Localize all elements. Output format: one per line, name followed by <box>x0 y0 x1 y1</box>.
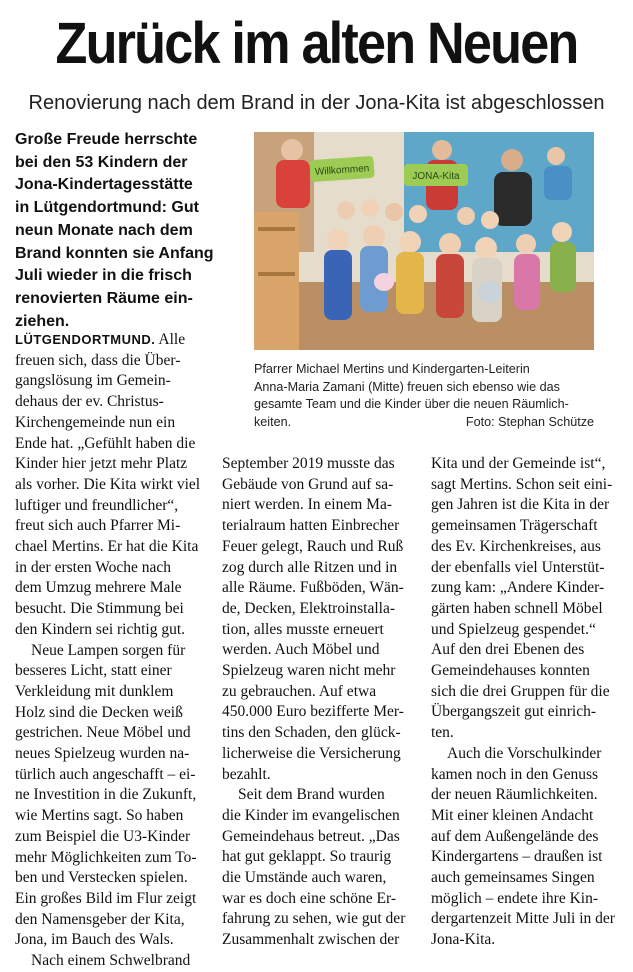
column-line: der neuen Räumlichkeiten. <box>431 786 598 804</box>
column-line: zung kam: „Andere Kinder- <box>431 579 605 597</box>
column-line: dem Umzug mehrere Male <box>15 579 182 597</box>
column-line: gärten haben schnell Möbel <box>431 599 603 617</box>
lead-line: ziehen. <box>15 312 70 330</box>
column-line: zum Beispiel die U3-Kinder <box>15 827 191 845</box>
column-line: Feuer gelegt, Rauch und Ruß <box>222 537 404 555</box>
column-line: Gemeindehaus betreut. „Das <box>222 827 400 845</box>
column-line: tion, alles musste erneuert <box>222 620 384 638</box>
column-line: neues Spielzeug wurden na- <box>15 745 190 763</box>
column-line: alle Räume. Fußböden, Wän- <box>222 579 404 597</box>
column-line: dergartenzeit Mitte Juli in der <box>431 910 615 928</box>
column-line: Auch die Vorschulkinder <box>447 744 602 762</box>
column-line: Jona, im Bauch des Wals. <box>15 931 174 949</box>
article-column-1 <box>15 330 215 972</box>
column-line: besseres Licht, statt einer <box>15 662 172 680</box>
lead-paragraph <box>15 129 247 333</box>
column-line: Gemeindehauses konnten <box>431 662 590 680</box>
headline: Zurück im alten Neuen <box>55 10 578 76</box>
column-line: dehaus der ev. Christus- <box>15 393 164 411</box>
column-line: sagt Mertins. Schon seit eini- <box>431 475 613 493</box>
photo-credit: Foto: Stephan Schütze <box>465 414 594 429</box>
column-line: hat gut geklappt. So traurig <box>222 848 392 866</box>
column-line: chael Mertins. Er hat die Kita <box>15 538 199 556</box>
column-line: Kita und der Gemeinde ist“, <box>431 455 606 472</box>
column-line: gemeinsamen Trägerschaft <box>431 517 598 535</box>
column-line: terialraum hatten Einbrecher <box>222 517 400 535</box>
column-line: Ein großes Bild im Flur zeigt <box>15 889 197 907</box>
lead-line: neun Monate nach dem <box>15 221 193 239</box>
column-line-text: Alle <box>158 331 186 348</box>
column-line: bezahlt. <box>222 765 271 783</box>
column-line: Zusammenhalt zwischen der <box>222 931 400 949</box>
lead-line: Brand konnten sie Anfang <box>15 244 214 262</box>
sign-right-text: JONA-Kita <box>412 171 460 182</box>
column-line: 450.000 Euro bezifferte Mer- <box>222 703 404 721</box>
lead-line: Juli wieder in die frisch <box>15 267 192 285</box>
column-line: und Spielzeug gespendet.“ <box>431 620 596 638</box>
column-line: freut sich auch Pfarrer Mi- <box>15 517 181 535</box>
column-line: den Kindern sei richtig gut. <box>15 620 186 638</box>
caption-last-row <box>254 414 594 432</box>
column-line: Holz sind die Decken weiß <box>15 703 183 721</box>
column-line: September 2019 musste das <box>222 455 395 472</box>
column-line: freuen sich, dass die Über- <box>15 351 181 369</box>
column-line: türlich auch angeschafft – ei- <box>15 765 196 783</box>
column-line: zu gebrauchen. Auf etwa <box>222 682 377 700</box>
column-line: Verkleidung mit dunklem <box>15 682 174 700</box>
column-line: des Ev. Kirchenkreises, aus <box>431 537 601 555</box>
column-line: sich die drei Gruppen für die <box>431 682 610 700</box>
column-line: luftiger und freundlicher“, <box>15 496 179 514</box>
lead-line: bei den 53 Kindern der <box>15 153 188 171</box>
column-line: werden. Auch Möbel und <box>222 641 380 659</box>
column-line: Gebäude von Grund auf sa- <box>222 475 394 493</box>
lead-line: in Lütgendortmund: Gut <box>15 199 199 217</box>
column-line: die Kinder im evangelischen <box>222 806 400 824</box>
column-line: als vorher. Die Kita wirkt viel <box>15 475 201 493</box>
photo-caption <box>254 361 594 431</box>
column-line: Kirchengemeinde nun ein <box>15 413 176 431</box>
caption-line: Pfarrer Michael Mertins und Kindergarten-Leiterin <box>254 362 530 376</box>
column-line: gangslösung im Gemein- <box>15 372 171 390</box>
column-line: Übergangszeit gut einrich- <box>431 703 596 721</box>
lead-line: Große Freude herrschte <box>15 131 198 148</box>
article-photo <box>254 132 594 350</box>
column-line: Spielzeug waren nicht mehr <box>222 662 396 680</box>
column-line: licherweise die Versicherung <box>222 744 401 762</box>
dateline: LÜTGENDORTMUND. <box>15 332 156 347</box>
group-photo-image <box>254 132 594 350</box>
column-line: möglich – endete ihre Kin- <box>431 889 599 907</box>
lead-line: renovierten Räume ein- <box>15 289 193 307</box>
column-line: auch gemeinsames Singen <box>431 869 595 887</box>
caption-line: gesamte Team und die Kinder über die neuen Räumlich- <box>254 397 569 412</box>
lead-line: Jona-Kindertagesstätte <box>15 176 193 194</box>
column-line: gestrichen. Neue Möbel und <box>15 724 191 742</box>
column-line: Kinder hier jetzt mehr Platz <box>15 455 188 473</box>
column-line: niert werden. In einem Ma- <box>222 496 393 514</box>
column-line: den Namensgeber der Kita, <box>15 910 185 928</box>
column-line: kamen noch in den Genuss <box>431 765 599 783</box>
column-line <box>15 330 215 351</box>
column-line: Ende hat. „Gefühlt haben die <box>15 434 196 452</box>
column-line: de, Decken, Elektroinstalla- <box>222 599 396 617</box>
column-line: auf dem Außengelände des <box>431 827 599 845</box>
column-line: Kindergartens – draußen ist <box>431 848 603 866</box>
column-line: zog durch alle Ritzen und in <box>222 558 398 576</box>
article-column-2 <box>222 454 422 951</box>
column-line: der ebenfalls viel Unterstüt- <box>431 558 605 576</box>
caption-line: Anna-Maria Zamani (Mitte) freuen sich ebenso wie das <box>254 379 560 394</box>
column-line: Auf den drei Ebenen des <box>431 641 585 659</box>
column-line: wie Mertins sagt. So haben <box>15 807 184 825</box>
column-line: die Umstände auch waren, <box>222 869 387 887</box>
column-line: Nach einem Schwelbrand <box>31 952 191 970</box>
column-line: ne Investition in die Zukunft, <box>15 786 197 804</box>
column-line: Neue Lampen sorgen für <box>31 641 186 659</box>
column-line: war es doch eine schöne Er- <box>222 889 396 907</box>
column-line: gen Jahren ist die Kita in der <box>431 496 610 514</box>
column-line: Mit einer kleinen Andacht <box>431 806 594 824</box>
caption-line: keiten. <box>254 414 292 429</box>
column-line: mehr Möglichkeiten zum To- <box>15 848 197 866</box>
column-line: besucht. Die Stimmung bei <box>15 600 184 618</box>
column-line: ten. <box>431 724 454 742</box>
subheadline: Renovierung nach dem Brand in der Jona-Kita ist abgeschlossen <box>28 92 605 114</box>
column-line: Jona-Kita. <box>431 931 496 949</box>
column-line: tins den Schaden, den glück- <box>222 724 401 742</box>
column-line: fahrung zu sehen, wie gut der <box>222 910 406 928</box>
column-line: in der ersten Woche nach <box>15 558 171 576</box>
sign-left-text: Willkommen <box>314 163 370 178</box>
column-line: ben und Verstecken spielen. <box>15 869 188 887</box>
article-column-3 <box>431 454 631 951</box>
column-line: Seit dem Brand wurden <box>238 786 385 804</box>
